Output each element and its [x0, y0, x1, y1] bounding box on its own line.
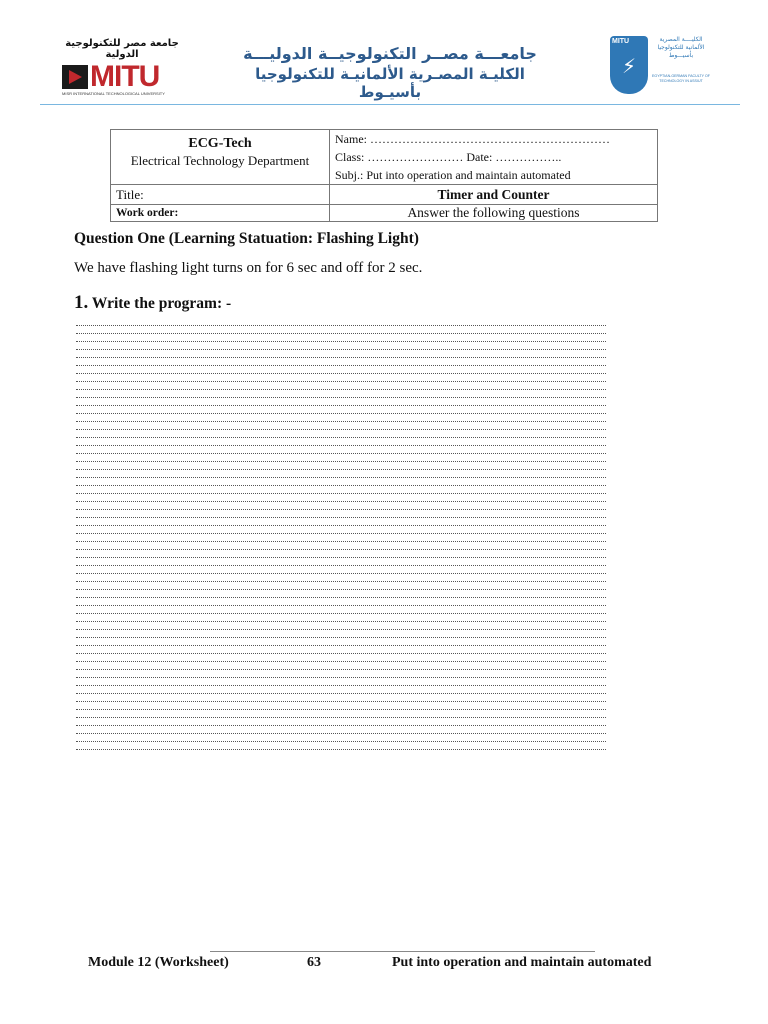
answer-line — [76, 670, 606, 678]
answer-line — [76, 582, 606, 590]
work-order-value: Answer the following questions — [330, 205, 658, 222]
department-subtitle: Electrical Technology Department — [130, 153, 310, 168]
answer-line — [76, 726, 606, 734]
answer-line — [76, 534, 606, 542]
answer-line — [76, 430, 606, 438]
answer-line — [76, 494, 606, 502]
title-value: Timer and Counter — [330, 185, 658, 205]
question-text: We have flashing light turns on for 6 sec and off for 2 sec. — [74, 260, 423, 276]
department-cell — [111, 130, 330, 185]
answer-line — [76, 486, 606, 494]
mitu-university-logo — [62, 38, 182, 96]
answer-line — [76, 686, 606, 694]
answer-line — [76, 454, 606, 462]
answer-line — [76, 654, 606, 662]
answer-line — [76, 438, 606, 446]
page-header — [0, 0, 768, 108]
mitu-arrow-icon — [62, 65, 88, 89]
work-order-label: Work order: — [111, 205, 330, 222]
answer-line — [76, 326, 606, 334]
footer-module: Module 12 (Worksheet) — [88, 955, 229, 970]
answer-line — [76, 662, 606, 670]
answer-line — [76, 678, 606, 686]
department-name: ECG-Tech — [188, 136, 252, 151]
answer-line — [76, 710, 606, 718]
answer-line — [76, 422, 606, 430]
answer-line — [76, 446, 606, 454]
answer-line — [76, 574, 606, 582]
answer-line — [76, 550, 606, 558]
class-date-field: Class: …………………… Date: …………….. — [335, 150, 562, 164]
answer-line — [76, 606, 606, 614]
header-center-title — [225, 44, 555, 101]
answer-writing-area[interactable] — [76, 318, 606, 783]
answer-line — [76, 590, 606, 598]
task-number: 1. — [74, 292, 89, 313]
answer-line — [76, 478, 606, 486]
faculty-logo — [610, 36, 710, 98]
university-name-arabic: جامعة مصر للتكنولوجية الدولية — [65, 38, 179, 60]
answer-line — [76, 374, 606, 382]
info-row-title — [111, 185, 658, 205]
answer-line — [76, 718, 606, 726]
lightning-icon: ⚡ — [622, 54, 637, 78]
answer-line — [76, 342, 606, 350]
answer-line — [76, 742, 606, 750]
header-title-line2: الكليـة المصـرية الألمانيـة للتكنولوجيا بأسيـوط — [255, 65, 525, 101]
answer-line — [76, 622, 606, 630]
mitu-logo-subtitle: MISR INTERNATIONAL TECHNOLOGICAL UNIVERSITY — [62, 91, 165, 96]
answer-line — [76, 598, 606, 606]
answer-line — [76, 502, 606, 510]
answer-line — [76, 646, 606, 654]
footer-subject: Put into operation and maintain automated — [392, 955, 652, 970]
answer-line — [76, 318, 606, 326]
answer-line — [76, 702, 606, 710]
answer-line — [76, 334, 606, 342]
answer-line — [76, 566, 606, 574]
answer-line — [76, 694, 606, 702]
faculty-shield-icon — [610, 36, 648, 94]
answer-line — [76, 350, 606, 358]
answer-line — [76, 734, 606, 742]
question-heading: Question One (Learning Statuation: Flashing Light) — [74, 230, 419, 247]
faculty-name-arabic: الكليــــة المصرية الألمانية للتكنولوجيا بأسيـــوط — [657, 36, 705, 59]
shield-tag: MITU — [612, 38, 630, 45]
mitu-logo-text: MITU — [90, 60, 160, 93]
answer-line — [76, 630, 606, 638]
answer-line — [76, 470, 606, 478]
task-label: Write the program: - — [88, 295, 232, 312]
header-title-line1: جامعـــة مصــر التكنولوجيــة الدوليـــة — [243, 44, 537, 63]
answer-line — [76, 406, 606, 414]
answer-line — [76, 414, 606, 422]
mitu-logo-mark — [62, 60, 182, 93]
title-label: Title: — [111, 185, 330, 205]
student-fields-cell — [330, 130, 658, 185]
answer-line — [76, 510, 606, 518]
answer-line — [76, 462, 606, 470]
answer-line — [76, 558, 606, 566]
answer-line — [76, 638, 606, 646]
footer-divider — [210, 951, 595, 952]
answer-line — [76, 390, 606, 398]
answer-line — [76, 614, 606, 622]
header-divider — [40, 104, 740, 105]
faculty-name-english: EGYPTIAN-GERMAN FACULTY OF TECHNOLOGY IN ASSIUT — [652, 74, 710, 83]
answer-line — [76, 518, 606, 526]
answer-line — [76, 382, 606, 390]
answer-line — [76, 542, 606, 550]
worksheet-info-table — [110, 129, 658, 222]
answer-line — [76, 358, 606, 366]
info-row-work-order — [111, 205, 658, 222]
footer-page-number: 63 — [307, 955, 321, 970]
name-field: Name: …………………………………………………… — [335, 132, 610, 146]
info-row-identity — [111, 130, 658, 185]
subject-field: Subj.: Put into operation and maintain automated — [335, 168, 571, 182]
answer-line — [76, 366, 606, 374]
answer-line — [76, 526, 606, 534]
task-heading — [74, 292, 231, 314]
answer-line — [76, 398, 606, 406]
